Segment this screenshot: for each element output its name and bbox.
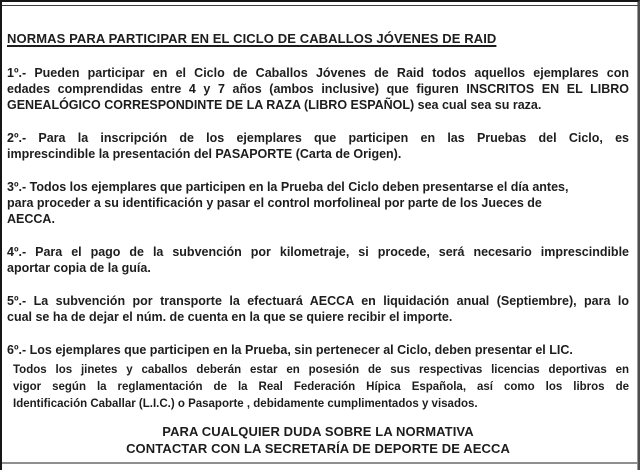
text-line: 2º.- Para la inscripción de los ejemplares que participen en las Pruebas del Ciclo, es bbox=[7, 131, 629, 145]
document-content bbox=[2, 2, 638, 457]
note-line: Todos los jinetes y caballos deberán estar en posesión de sus respectivas licencias deportivas en bbox=[13, 364, 629, 376]
text-line: AECCA. bbox=[7, 212, 55, 226]
text-line: 6º.- Los ejemplares que participen en la Prueba, sin pertenecer al Ciclo, deben presentar el LIC. bbox=[7, 343, 573, 357]
rules-list bbox=[7, 65, 629, 358]
text-line: 1º.- Pueden participar en el Ciclo de Caballos Jóvenes de Raid todos aquellos ejemplares con bbox=[7, 66, 629, 80]
rule-paragraph-4 bbox=[7, 244, 629, 276]
note-line: Identificación Caballar (L.I.C.) o Pasaporte , debidamente cumplimentados y visados. bbox=[13, 398, 478, 410]
rule-paragraph-1 bbox=[7, 65, 629, 113]
text-line: cual se ha de dejar el núm. de cuenta en la que se quiere recibir el importe. bbox=[7, 310, 453, 324]
text-line: para proceder a su identificación y pasar el control morfolineal por parte de los Jueces de bbox=[7, 196, 542, 210]
text-line: imprescindible la presentación del PASAPORTE (Carta de Origen). bbox=[7, 147, 402, 161]
rule-paragraph-5 bbox=[7, 293, 629, 325]
footer-contact bbox=[7, 423, 629, 457]
text-line: 5º.- La subvención por transporte la efectuará AECCA en liquidación anual (Septiembre), para lo bbox=[7, 294, 629, 308]
footer-line: CONTACTAR CON LA SECRETARÍA DE DEPORTE DE AECCA bbox=[126, 441, 510, 456]
footer-line: PARA CUALQUIER DUDA SOBRE LA NORMATIVA bbox=[162, 424, 474, 439]
note-line: vigor según la reglamentación de la Real Federación Hípica Española, así como los libros de bbox=[13, 381, 629, 393]
text-line: edades comprendidas entre 4 y 7 años (ambos inclusive) que figuren INSCRITOS EN EL LIBRO bbox=[7, 82, 629, 96]
text-line: GENEALÓGICO CORRESPONDINTE DE LA RAZA (LIBRO ESPAÑOL) sea cual sea su raza. bbox=[7, 98, 542, 112]
text-line: 4º.- Para el pago de la subvención por kilometraje, si procede, será necesario imprescindible bbox=[7, 245, 629, 259]
license-note bbox=[13, 362, 629, 413]
rule-paragraph-6 bbox=[7, 342, 629, 358]
rule-paragraph-3 bbox=[7, 179, 629, 227]
text-line: aportar copia de la guía. bbox=[7, 261, 151, 275]
page-title: NORMAS PARA PARTICIPAR EN EL CICLO DE CABALLOS JÓVENES DE RAID bbox=[7, 31, 497, 46]
text-line: 3º.- Todos los ejemplares que participen en la Prueba del Ciclo deben presentarse el día antes, bbox=[7, 180, 569, 194]
rule-paragraph-2 bbox=[7, 130, 629, 162]
